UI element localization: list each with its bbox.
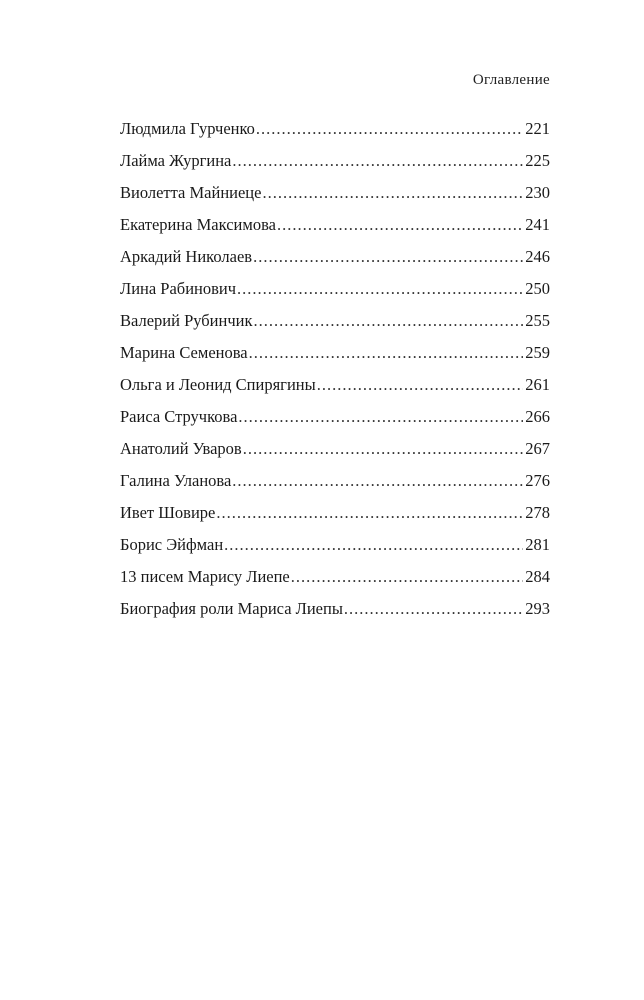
toc-entry-title: 13 писем Марису Лиепе: [120, 567, 290, 586]
toc-entry-title: Екатерина Максимова: [120, 215, 276, 234]
toc-leader-dots: [256, 113, 523, 145]
toc-entry-title: Ивет Шовире: [120, 503, 216, 522]
toc-entry-page: 225: [525, 151, 550, 170]
toc-entry: [120, 209, 550, 241]
toc-entry: [120, 529, 550, 561]
toc-leader-dots: [344, 593, 523, 625]
toc-entry-page: 259: [525, 343, 550, 362]
toc-entry-page: 267: [525, 439, 550, 458]
toc-leader-dots: [249, 337, 524, 369]
toc-entry-title: Биография роли Мариса Лиепы: [120, 599, 343, 618]
toc-entry-title: Анатолий Уваров: [120, 439, 242, 458]
toc-entry-page: 241: [525, 215, 550, 234]
toc-leader-dots: [291, 561, 523, 593]
toc-leader-dots: [243, 433, 524, 465]
toc-entry-page: 246: [525, 247, 550, 266]
toc-entry: [120, 241, 550, 273]
toc-entry-page: 250: [525, 279, 550, 298]
toc-entry-page: 266: [525, 407, 550, 426]
toc-entry-page: 261: [525, 375, 550, 394]
toc-entry-title: Борис Эйфман: [120, 535, 224, 554]
toc-entry-page: 221: [525, 119, 550, 138]
toc-entry: [120, 497, 550, 529]
toc-entry: [120, 401, 550, 433]
toc-leader-dots: [262, 177, 523, 209]
toc-entry-page: 230: [525, 183, 550, 202]
toc-leader-dots: [238, 401, 523, 433]
toc-entry-title: Галина Уланова: [120, 471, 232, 490]
toc-entry: [120, 465, 550, 497]
toc-leader-dots: [237, 273, 523, 305]
toc-leader-dots: [224, 529, 523, 561]
toc-leader-dots: [232, 465, 523, 497]
toc-entry-title: Валерий Рубинчик: [120, 311, 253, 330]
toc-entry: [120, 177, 550, 209]
toc-leader-dots: [216, 497, 523, 529]
toc-entry-title: Аркадий Николаев: [120, 247, 253, 266]
toc-leader-dots: [253, 305, 523, 337]
toc-entry: [120, 145, 550, 177]
toc-leader-dots: [317, 369, 524, 401]
toc-leader-dots: [253, 241, 523, 273]
toc-entry-page: 281: [525, 535, 550, 554]
toc-leader-dots: [232, 145, 523, 177]
toc-entry: [120, 433, 550, 465]
toc-entry-title: Раиса Стручкова: [120, 407, 238, 426]
toc-entry-title: Марина Семенова: [120, 343, 248, 362]
toc-entry-title: Людмила Гурченко: [120, 119, 255, 138]
toc-entry-page: 293: [525, 599, 550, 618]
toc-entry-title: Лайма Жургина: [120, 151, 232, 170]
toc-entry-page: 278: [525, 503, 550, 522]
toc-entry-page: 284: [525, 567, 550, 586]
toc-entry-page: 255: [525, 311, 550, 330]
toc-entry: [120, 305, 550, 337]
toc-entry-title: Виолетта Майниеце: [120, 183, 262, 202]
toc-entry-title: Ольга и Леонид Спирягины: [120, 375, 316, 394]
toc-leader-dots: [277, 209, 523, 241]
toc-entry: [120, 337, 550, 369]
toc-entry: [120, 273, 550, 305]
toc-entry-title: Лина Рабинович: [120, 279, 237, 298]
toc-entry-page: 276: [525, 471, 550, 490]
toc-entry: [120, 561, 550, 593]
toc-entry: [120, 113, 550, 145]
toc-entry: [120, 593, 550, 625]
toc-entry: [120, 369, 550, 401]
table-of-contents: [120, 113, 550, 625]
running-head: Оглавление: [472, 72, 550, 88]
